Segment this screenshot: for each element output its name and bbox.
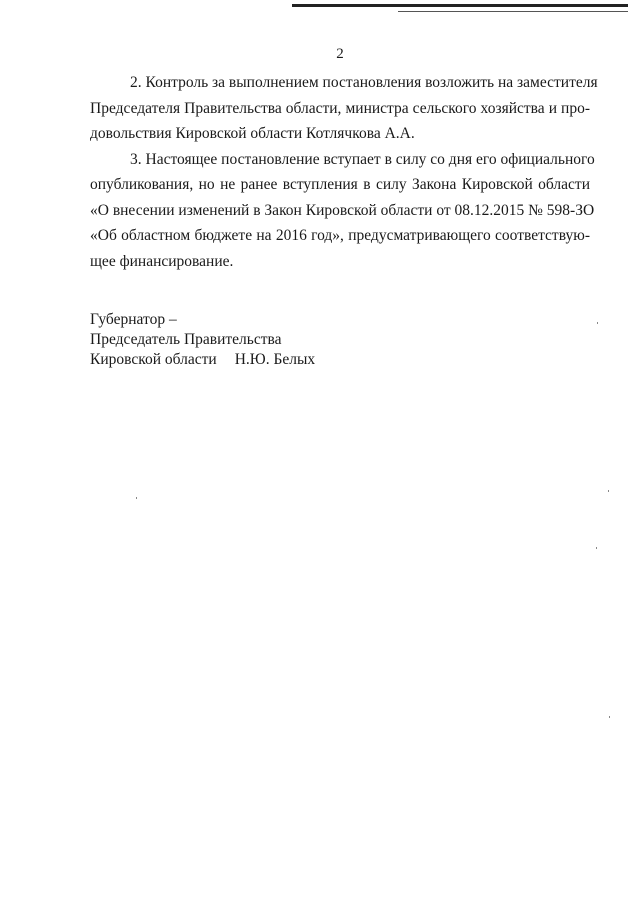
paragraph-2-line-1: 2. Контроль за выполнением постановления возложить на заместителя [130,74,598,91]
signatory-name: Н.Ю. Белых [234,351,316,368]
header-rule-thin [398,11,628,12]
paragraph-3-line-2: опубликования, но не ранее вступления в силу Закона Кировской области [90,176,590,193]
scan-speck [597,322,598,324]
signature-block [90,310,315,370]
signatory-region: Кировской области [90,351,217,368]
paragraph-3-line-3: «О внесении изменений в Закон Кировской области от 08.12.2015 № 598-ЗО [90,201,595,219]
document-body [90,70,598,274]
header-rule-thick [292,4,628,7]
page-number: 2 [336,46,344,62]
scan-speck [608,490,609,492]
paragraph-3-line-5: щее финансирование. [90,252,234,270]
signatory-title-line-2: Председатель Правительства [90,331,282,348]
signatory-title-line-1: Губернатор – [90,311,177,328]
scan-speck [609,716,610,718]
scan-speck [596,547,597,549]
paragraph-3-line-1: 3. Настоящее постановление вступает в силу со дня его официального [130,150,595,168]
paragraph-2 [90,70,598,147]
paragraph-2-line-3: довольствия Кировской области Котлячкова А.А. [90,125,415,142]
paragraph-2-line-2: Председателя Правительства области, министра сельского хозяйства и про- [90,99,590,117]
paragraph-3-line-4: «Об областном бюджете на 2016 год», предусматривающего соответствую- [90,227,590,244]
signatory-title-line-3 [90,350,315,370]
scan-speck [136,497,137,499]
paragraph-3 [90,147,595,275]
